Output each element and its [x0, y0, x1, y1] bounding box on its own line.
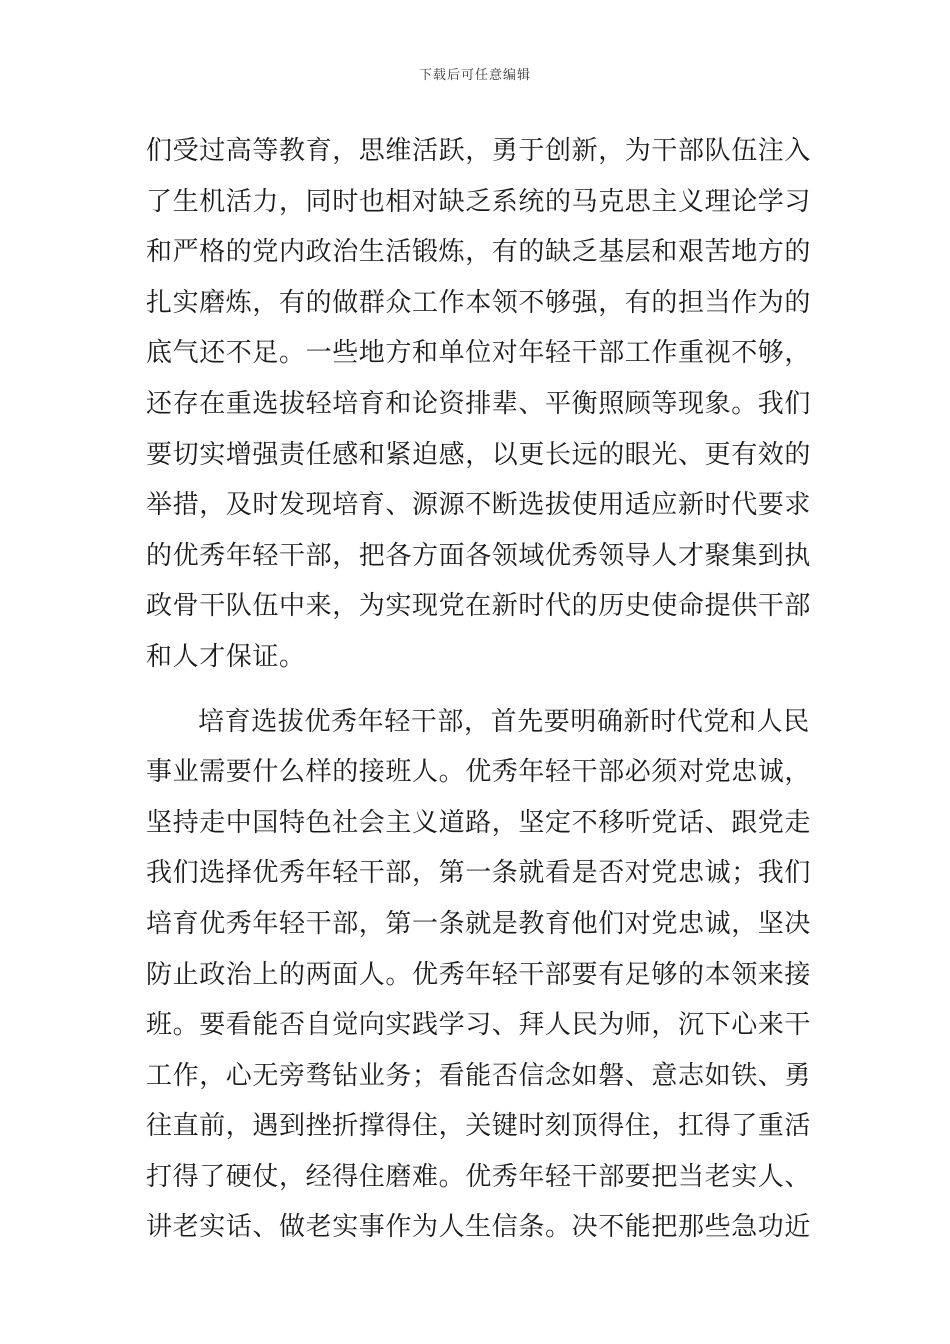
text-line: 防止政治上的两面人。优秀年轻干部要有足够的本领来接	[146, 959, 812, 990]
text-line: 扎实磨炼，有的做群众工作本领不够强，有的担当作为的	[146, 287, 812, 318]
text-line: 坚持走中国特色社会主义道路，坚定不移听党话、跟党走	[146, 807, 812, 838]
paragraph-2	[146, 697, 811, 1254]
text-line: 和人才保证。	[146, 641, 306, 672]
paragraph-1	[146, 126, 811, 683]
header-note: 下载后可任意编辑	[418, 68, 531, 83]
text-line: 和严格的党内政治生活锻炼，有的缺乏基层和艰苦地方的	[146, 237, 812, 268]
text-line: 底气还不足。一些地方和单位对年轻干部工作重视不够，	[146, 338, 812, 369]
text-line: 我们选择优秀年轻干部，第一条就看是否对党忠诚；我们	[146, 858, 812, 889]
text-line: 要切实增强责任感和紧迫感，以更长远的眼光、更有效的	[146, 439, 812, 470]
text-line: 培育选拔优秀年轻干部，首先要明确新时代党和人民	[198, 706, 810, 737]
text-line: 还存在重选拔轻培育和论资排辈、平衡照顾等现象。我们	[146, 388, 812, 419]
document-body	[146, 126, 811, 1253]
text-line: 举措，及时发现培育、源源不断选拔使用适应新时代要求	[146, 490, 812, 521]
text-line: 讲老实话、做老实事作为人生信条。决不能把那些急功近	[146, 1212, 812, 1243]
text-line: 班。要看能否自觉向实践学习、拜人民为师，沉下心来干	[146, 1010, 812, 1041]
text-line: 们受过高等教育，思维活跃，勇于创新，为干部队伍注入	[146, 136, 812, 166]
text-line: 了生机活力，同时也相对缺乏系统的马克思主义理论学习	[146, 186, 812, 217]
text-line: 的优秀年轻干部，把各方面各领域优秀领导人才聚集到执	[146, 540, 812, 571]
text-line: 政骨干队伍中来，为实现党在新时代的历史使命提供干部	[146, 591, 812, 622]
text-line: 培育优秀年轻干部，第一条就是教育他们对党忠诚，坚决	[146, 908, 812, 939]
text-line: 往直前，遇到挫折撑得住，关键时刻顶得住，扛得了重活	[146, 1111, 812, 1142]
text-line: 打得了硬仗，经得住磨难。优秀年轻干部要把当老实人、	[146, 1161, 812, 1192]
text-line: 工作，心无旁骛钻业务；看能否信念如磐、意志如铁、勇	[146, 1060, 812, 1091]
paragraph-gap	[146, 683, 811, 697]
text-line: 事业需要什么样的接班人。优秀年轻干部必须对党忠诚，	[146, 757, 812, 788]
